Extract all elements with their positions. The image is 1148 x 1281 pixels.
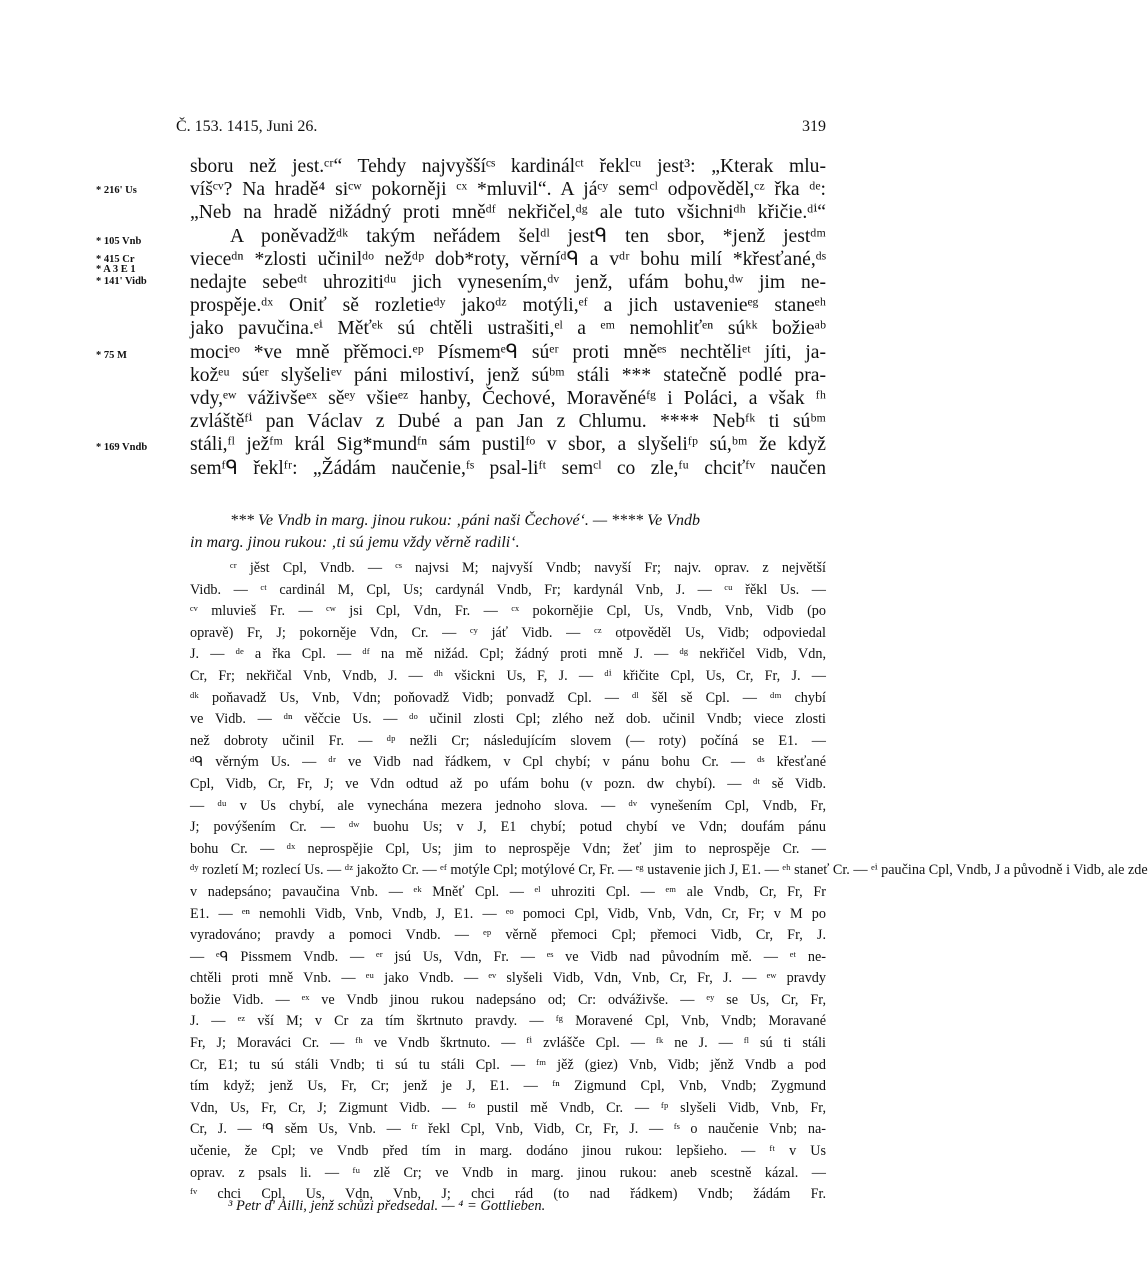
apparatus-line: opravě) Fr, J; pokorněje Vdn, Cr. — ᶜʸ jáť Vidb. — ᶜᶻ otpověděl Us, Vidb; odpoviedal — [190, 624, 826, 641]
text-line: sboru než jest.ᶜʳ“ Tehdy najvyššíᶜˢ kardinálᶜᵗ řeklᶜᵘ jest³: „Kterak mlu- — [190, 156, 826, 177]
running-header — [176, 118, 826, 142]
text-line: stáli,ᶠˡ ježᶠᵐ král Sig*mundᶠⁿ sám pustilᶠᵒ v sbor, a slyšeliᶠᵖ sú,ᵇᵐ že když — [190, 434, 826, 456]
apparatus-line: E1. — ᵉⁿ nemohli Vidb, Vnb, Vndb, J, E1. — ᵉᵒ pomoci Cpl, Vidb, Vnb, Vdn, Cr, Fr; v M po — [190, 905, 826, 922]
apparatus-line: učenie, že Cpl; ve Vndb před tím in marg. dodáno jinou rukou: lepšieho. — ᶠᵗ v Us — [190, 1143, 826, 1160]
margin-note: * 169 Vndb — [96, 442, 148, 453]
apparatus-line: chtěli proti mně Vnb. — ᵉᵘ jako Vndb. — ᵉᵛ slyšeli Vidb, Vdn, Vnb, Cr, Fr, J. — ᵉʷ pravdy — [190, 970, 826, 987]
apparatus-line: Fr, J; Moraváci Cr. — ᶠʰ ve Vndb škrtnuto. — ᶠⁱ zvlášče Cpl. — ᶠᵏ ne J. — ᶠˡ sú ti stáli — [190, 1035, 826, 1052]
text-line: prospěje.ᵈˣ Oniť sě rozletieᵈʸ jakoᵈᶻ motýli,ᵉᶠ a jich ustavenieᵉᵍ staneᵉʰ — [190, 295, 826, 317]
page-number: 319 — [802, 118, 826, 135]
annotation-line: *** Ve Vndb in marg. jinou rukou: ‚páni naši Čechové‘. — **** Ve Vndb — [230, 512, 701, 529]
text-line: A poněvadžᵈᵏ takým neřádem šelᵈˡ jestᑫ ten sbor, *jenž jestᵈᵐ — [230, 225, 826, 247]
margin-note: * 141' Vidb — [96, 276, 147, 287]
apparatus-line: Cr, J. — ᶠᑫ sěm Us, Vnb. — ᶠʳ řekl Cpl, Vnb, Vidb, Cr, Fr, J. — ᶠˢ o naučenie Vnb; na- — [190, 1121, 826, 1138]
annotation-line: in marg. jinou rukou: ‚ti sú jemu vždy věrně radili‘. — [190, 534, 520, 551]
header-left: Č. 153. 1415, Juni 26. — [176, 118, 318, 135]
apparatus-line: Vidb. — ᶜᵗ cardinál M, Cpl, Us; cardynál Vndb, Fr; kardynál Vnb, J. — ᶜᵘ řěkl Us. — — [190, 581, 826, 598]
apparatus-line: Cr, E1; tu sú stáli Vndb; ti sú tu stáli Cpl. — ᶠᵐ jěž (giez) Vnb, Vidb; jěnž Vndb a pod — [190, 1056, 826, 1073]
footnote: ³ Petr d' Ailli, jenž schůzi předsedal. — ⁴ = Gottlieben. — [228, 1198, 546, 1214]
marginal-annotations — [190, 510, 826, 554]
apparatus-line: ᵈʸ rozletí M; rozlecí Us. — ᵈᶻ jakožto Cr. — ᵉᶠ motýle Cpl; motýlové Cr, Fr. — ᵉᵍ ustavenie jich J, E1. — ᵉʰ staneť Cr. — ᵉⁱ paučina Cpl, Vndb, J a původně i Vidb, ale zde — [190, 862, 1148, 879]
apparatus-line: ᶜᵛ mluvieš Fr. — ᶜʷ jsi Cpl, Vdn, Fr. — ᶜˣ pokornějie Cpl, Us, Vndb, Vnb, Vidb (po — [190, 603, 826, 620]
margin-note: * 75 M — [96, 350, 127, 361]
text-line: jako pavučina.ᵉⁱ Měťᵉᵏ sú chtěli ustrašiti,ᵉˡ a ᵉᵐ nemohliťᵉⁿ súᵏᵏ božieᵃᵇ — [190, 318, 826, 340]
apparatus-line: tím když; jenž Us, Fr, Cr; jenž je J, E1. — ᶠⁿ Zigmund Cpl, Vnb, Vndb; Zygmund — [190, 1078, 826, 1095]
text-line: „Neb na hradě nižádný proti mněᵈᶠ nekřičel,ᵈᵍ ale tuto všichniᵈʰ křičie.ᵈⁱ“ — [190, 202, 826, 224]
text-line: vieceᵈⁿ *zlosti učinilᵈᵒ nežᵈᵖ dob*roty, věrníᵈᑫ a vᵈʳ bohu milí *křesťané,ᵈˢ — [190, 248, 826, 270]
text-line: zvláštěᶠⁱ pan Václav z Dubé a pan Jan z Chlumu. **** Nebᶠᵏ ti súᵇᵐ — [190, 411, 826, 433]
apparatus-line: v nadepsáno; pavaučina Vnb. — ᵉᵏ Mněť Cpl. — ᵉˡ uhroziti Cpl. — ᵉᵐ ale Vndb, Cr, Fr, Fr — [190, 883, 826, 900]
text-line: mociᵉᵒ *ve mně přěmoci.ᵉᵖ Písmemᵉᑫ súᵉʳ proti mněᵉˢ nechtěliᵉᵗ jíti, ja- — [190, 341, 826, 363]
apparatus-line: vyradováno; pravdy a pomoci Vndb. — ᵉᵖ věrně přemoci Cpl; přemoci Vidb, Cr, Fr, J. — [190, 927, 826, 944]
apparatus-line: božie Vidb. — ᵉˣ ve Vndb jinou rukou nadepsáno od; Cr: odváživše. — ᵉʸ se Us, Cr, Fr, — [190, 991, 826, 1008]
margin-note: * 216' Us — [96, 185, 137, 196]
apparatus-line: Cpl, Vidb, Cr, Fr, J; ve Vdn odtud až po ufám bohu (v pozn. dw chybí). — ᵈᵗ sě Vidb. — [190, 775, 826, 792]
margin-note: * 105 Vnb — [96, 236, 142, 247]
text-line: semᶠᑫ řeklᶠʳ: „Žádám naučenie,ᶠˢ psal-liᶠᵗ semᶜˡ co zle,ᶠᵘ chciťᶠᵛ naučen — [190, 457, 826, 479]
text-line: víšᶜᵛ? Na hradě⁴ siᶜʷ pokorněji ᶜˣ *mluvil“. A jáᶜʸ semᶜˡ odpověděl,ᶜᶻ řka ᵈᵉ: — [190, 179, 826, 201]
apparatus-line: než dobroty učinil Fr. — ᵈᵖ nežli Cr; následujícím slovem (— roty) počíná se E1. — — [190, 732, 826, 749]
margin-note: * A 3 E 1 — [96, 264, 136, 275]
apparatus-line: — ᵉᑫ Pissmem Vndb. — ᵉʳ jsú Us, Vdn, Fr. — ᵉˢ ve Vidb nad původním mě. — ᵉᵗ ne- — [190, 948, 826, 965]
apparatus-line: Vdn, Us, Fr, Cr, J; Zigmunt Vidb. — ᶠᵒ pustil mě Vndb, Cr. — ᶠᵖ slyšeli Vidb, Vnb, Fr, — [190, 1099, 826, 1116]
apparatus-line: — ᵈᵘ v Us chybí, ale vynechána mezera jednoho slova. — ᵈᵛ vynešením Cpl, Vndb, Fr, — [190, 797, 826, 814]
apparatus-line: J; povýšením Cr. — ᵈʷ buohu Us; v J, E1 chybí; potud chybí ve Vdn; doufám pánu — [190, 819, 826, 836]
apparatus-line: oprav. z psals li. — ᶠᵘ zlě Cr; ve Vndb in marg. jinou rukou: aneb scestně kázal. — — [190, 1164, 826, 1181]
apparatus-line: Cr, Fr; nekřičal Vnb, Vndb, J. — ᵈʰ všickni Us, F, J. — ᵈⁱ křičite Cpl, Us, Cr, Fr, J. — — [190, 667, 826, 684]
main-text — [190, 155, 826, 480]
apparatus-line: bohu Cr. — ᵈˣ neprospějie Cpl, Us; jim to neprospěje Vdn; žeť jim to neprospěje Cr. — — [190, 840, 826, 857]
apparatus-line: ve Vidb. — ᵈⁿ věčcie Us. — ᵈᵒ učinil zlosti Cpl; zlého než dob. učinil Vndb; viece zlosti — [190, 711, 826, 728]
text-line: kožᵉᵘ súᵉʳ slyšeliᵉᵛ páni milostiví, jenž súᵇᵐ stáli *** statečně podlé pra- — [190, 364, 826, 386]
apparatus-line: ᵈᑫ věrným Us. — ᵈʳ ve Vidb nad řádkem, v Cpl chybí; v pánu bohu Cr. — ᵈˢ křesťané — [190, 754, 826, 771]
apparatus-line: ᵈᵏ poňavadž Us, Vnb, Vdn; poňovadž Vidb; ponvadž Cpl. — ᵈˡ šěl sě Cpl. — ᵈᵐ chybí — [190, 689, 826, 706]
apparatus-line: J. — ᵉᶻ vší M; v Cr za tím škrtnuto pravdy. — ᶠᵍ Moravené Cpl, Vnb, Vndb; Moravané — [190, 1013, 826, 1030]
text-line: vdy,ᵉʷ váživšeᵉˣ sěᵉʸ všieᵉᶻ hanby, Čechové, Moravěnéᶠᵍ i Poláci, a však ᶠʰ — [190, 388, 826, 410]
apparatus-line: ᶜʳ jěst Cpl, Vndb. — ᶜˢ najvsi M; najvyší Vndb; navyší Fr; najv. oprav. z největší — [230, 560, 826, 576]
text-line: nedajte sebeᵈᵗ uhrozitiᵈᵘ jich vynesením,ᵈᵛ jenž, ufám bohu,ᵈʷ jim ne- — [190, 272, 826, 294]
apparatus-line: J. — ᵈᵉ a řka Cpl. — ᵈᶠ na mě nižád. Cpl; žádný proti mně J. — ᵈᵍ nekřičel Vidb, Vdn, — [190, 646, 826, 663]
critical-apparatus — [190, 558, 1148, 1206]
apparatus-line: ᶠᵛ chci Cpl, Us, Vdn, Vnb, J; chci rád (to nad řádkem) Vndb; žádám Fr. — [190, 1186, 826, 1203]
margin-note: * 415 Cr — [96, 254, 135, 265]
